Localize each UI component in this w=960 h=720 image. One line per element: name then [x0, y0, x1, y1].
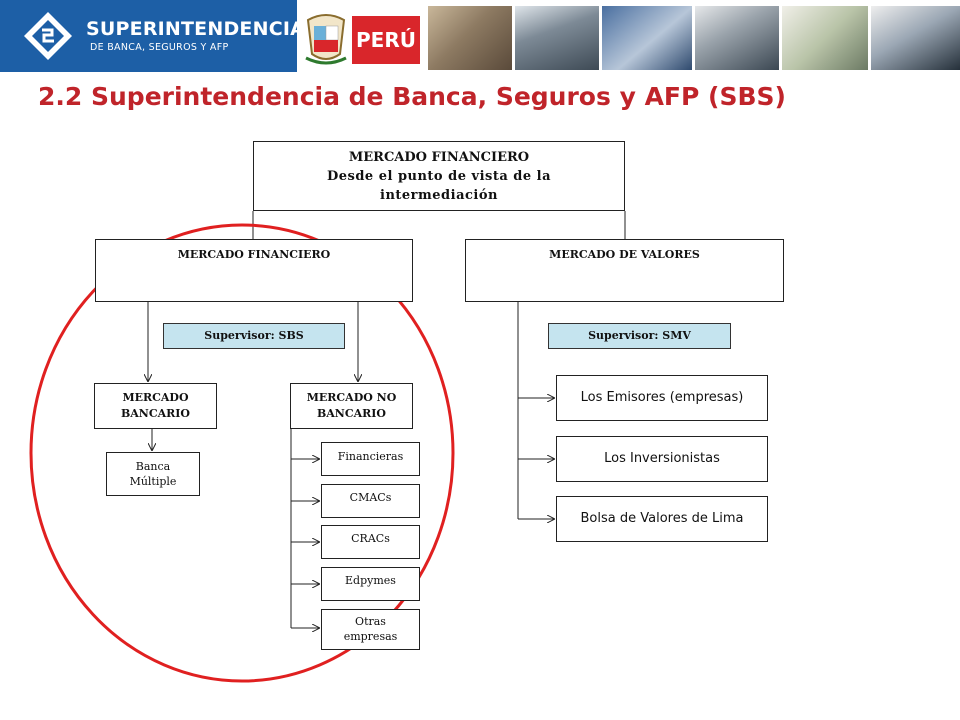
financieras-node: Financieras [321, 442, 420, 476]
mercado-no-bancario-line-2: BANCARIO [316, 407, 387, 420]
supervisor-smv-badge: Supervisor: SMV [548, 323, 731, 349]
mercado-bancario-line-2: BANCARIO [120, 407, 191, 420]
root-line-3: intermediación [380, 188, 498, 203]
mercado-financiero-label: MERCADO FINANCIERO [177, 248, 331, 261]
banca-multiple-line-2: Múltiple [129, 475, 177, 488]
mercado-valores-label: MERCADO DE VALORES [549, 248, 700, 261]
mercado-no-bancario-node [290, 383, 413, 429]
mercado-valores-node [465, 239, 784, 302]
root-node [253, 141, 625, 211]
otras-empresas-line-1: Otras [355, 615, 386, 628]
banca-multiple-node [106, 452, 200, 496]
cracs-node: CRACs [321, 525, 420, 559]
peru-label: PERÚ [356, 28, 416, 52]
mercado-bancario-node [94, 383, 217, 429]
otras-empresas-node [321, 609, 420, 650]
root-line-1: MERCADO FINANCIERO [348, 150, 530, 165]
edpymes-node: Edpymes [321, 567, 420, 601]
banca-multiple-line-1: Banca [135, 460, 171, 473]
bolsa-valores-node: Bolsa de Valores de Lima [556, 496, 768, 542]
root-line-2: Desde el punto de vista de la [326, 169, 552, 184]
inversionistas-node: Los Inversionistas [556, 436, 768, 482]
emisores-node: Los Emisores (empresas) [556, 375, 768, 421]
page-title: 2.2 Superintendencia de Banca, Seguros y AFP (SBS) [38, 82, 786, 111]
mercado-no-bancario-line-1: MERCADO NO [306, 391, 397, 404]
mercado-bancario-line-1: MERCADO [122, 391, 189, 404]
otras-empresas-line-2: empresas [343, 630, 398, 643]
logo-title: SUPERINTENDENCIA [86, 18, 306, 40]
mercado-financiero-node [95, 239, 413, 302]
cmacs-node: CMACs [321, 484, 420, 518]
logo-subtitle: DE BANCA, SEGUROS Y AFP [90, 42, 229, 53]
supervisor-sbs-badge: Supervisor: SBS [163, 323, 345, 349]
